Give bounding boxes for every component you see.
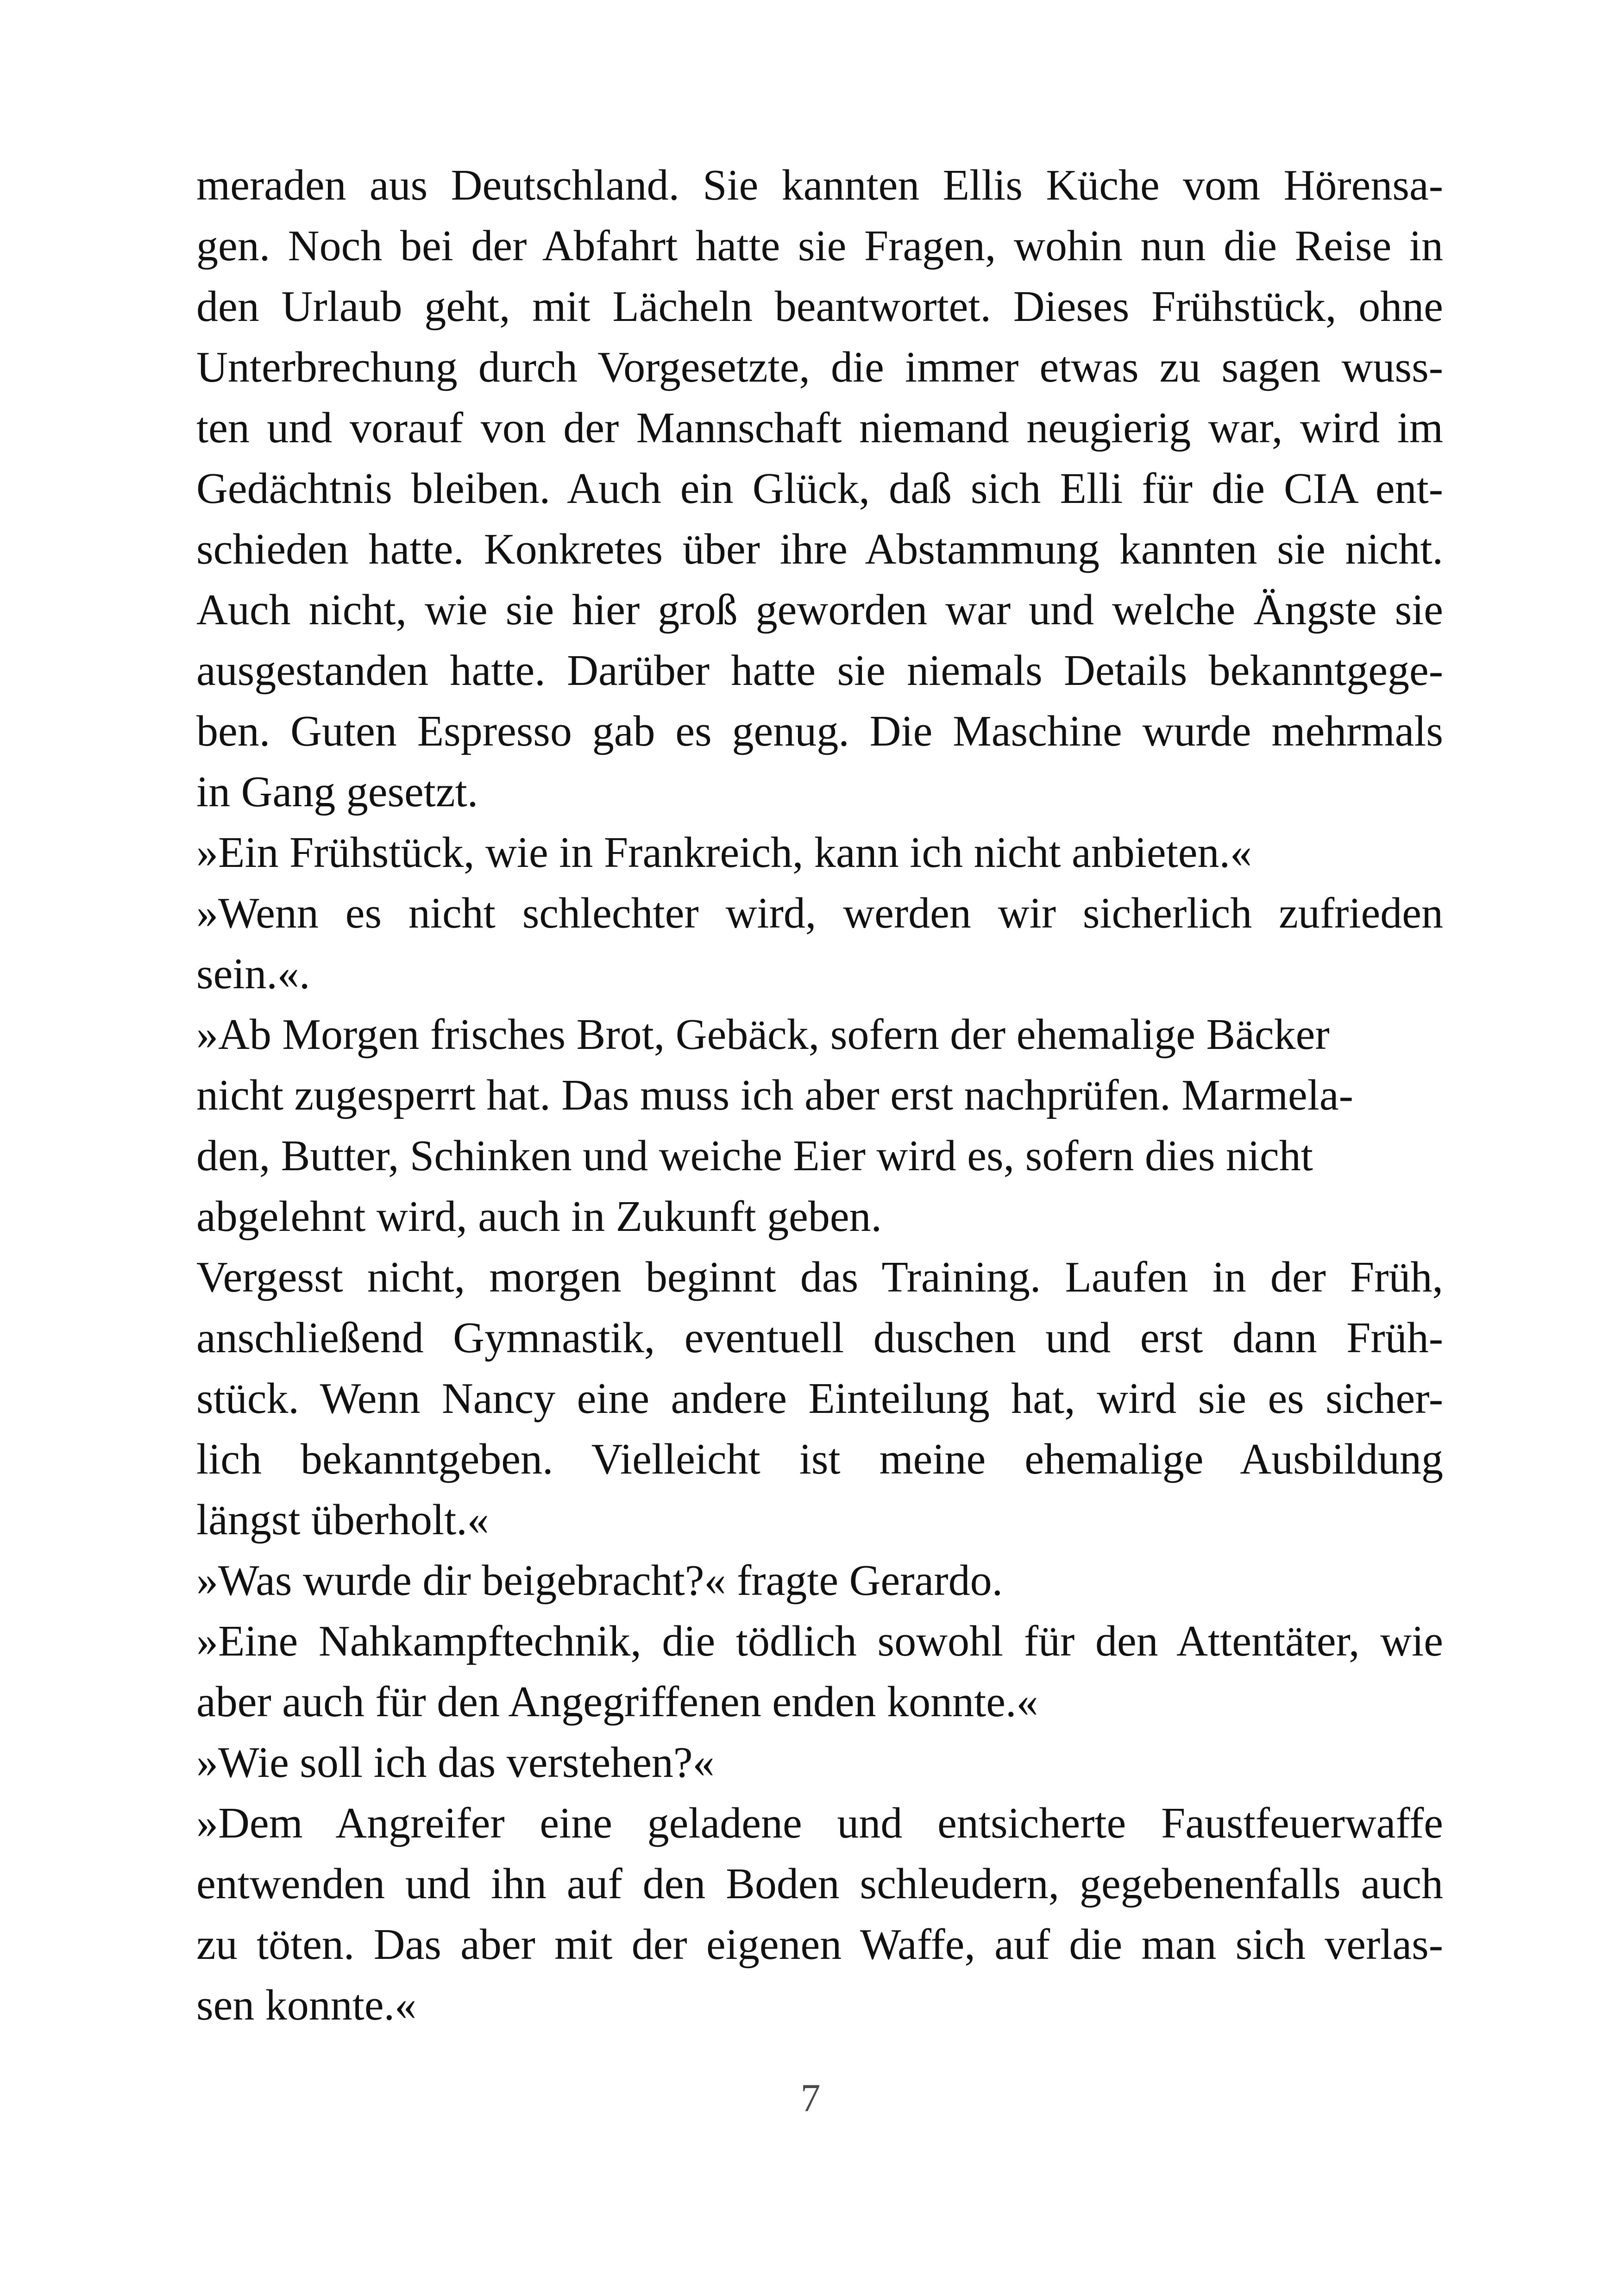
text-line: ausgestanden hatte. Darüber hatte sie niemals Details bekanntgege- [196,646,1443,695]
text-line: »Ab Morgen frisches Brot, Gebäck, sofern der ehemalige Bäcker [196,1010,1330,1059]
text-line: längst überholt.« [196,1496,489,1544]
text-line: stück. Wenn Nancy eine andere Einteilung hat, wird sie es sicher- [196,1374,1443,1423]
text-line: meraden aus Deutschland. Sie kannten Ellis Küche vom Hörensa- [196,161,1443,209]
text-line: den, Butter, Schinken und weiche Eier wird es, sofern dies nicht [196,1132,1313,1180]
text-line: zu töten. Das aber mit der eigenen Waffe, auf die man sich verlas- [196,1920,1443,1969]
text-line: Gedächtnis bleiben. Auch ein Glück, daß sich Elli für die CIA ent- [196,464,1443,513]
text-line: »Dem Angreifer eine geladene und entsicherte Faustfeuerwaffe [196,1799,1443,1847]
text-line: schieden hatte. Konkretes über ihre Abstammung kannten sie nicht. [196,525,1443,573]
text-line: lich bekanntgeben. Vielleicht ist meine ehemalige Ausbildung [196,1435,1443,1483]
text-line: sen konnte.« [196,1981,417,2029]
text-line: in Gang gesetzt. [196,768,478,816]
text-line: »Eine Nahkampftechnik, die tödlich sowohl für den Attentäter, wie [196,1617,1443,1665]
text-line: »Wenn es nicht schlechter wird, werden wir sicherlich zufrieden [196,889,1443,937]
text-line: Unterbrechung durch Vorgesetzte, die immer etwas zu sagen wuss- [196,343,1443,391]
text-line: abgelehnt wird, auch in Zukunft geben. [196,1192,882,1241]
text-line: nicht zugesperrt hat. Das muss ich aber erst nachprüfen. Marmela- [196,1071,1353,1119]
text-line: sein.«. [196,950,310,998]
text-line: »Wie soll ich das verstehen?« [196,1738,715,1787]
text-line: aber auch für den Angegriffenen enden konnte.« [196,1678,1038,1726]
text-line: Vergesst nicht, morgen beginnt das Training. Laufen in der Früh, [196,1253,1443,1301]
text-line: »Was wurde dir beigebracht?« fragte Gerardo. [196,1556,1003,1605]
text-line: anschließend Gymnastik, eventuell duschen und erst dann Früh- [196,1314,1443,1362]
text-line: ben. Guten Espresso gab es genug. Die Maschine wurde mehrmals [196,707,1443,755]
text-line: Auch nicht, wie sie hier groß geworden war und welche Ängste sie [196,586,1443,634]
page-number: 7 [800,2076,821,2120]
text-line: ten und vorauf von der Mannschaft niemand neugierig war, wird im [196,404,1443,452]
text-line: gen. Noch bei der Abfahrt hatte sie Fragen, wohin nun die Reise in [196,222,1443,270]
body-text [196,155,1443,2036]
text-line: »Ein Frühstück, wie in Frankreich, kann ich nicht anbieten.« [196,828,1252,877]
text-line: den Urlaub geht, mit Lächeln beantwortet. Dieses Frühstück, ohne [196,282,1443,331]
text-line: entwenden und ihn auf den Boden schleudern, gegebenenfalls auch [196,1860,1443,1908]
